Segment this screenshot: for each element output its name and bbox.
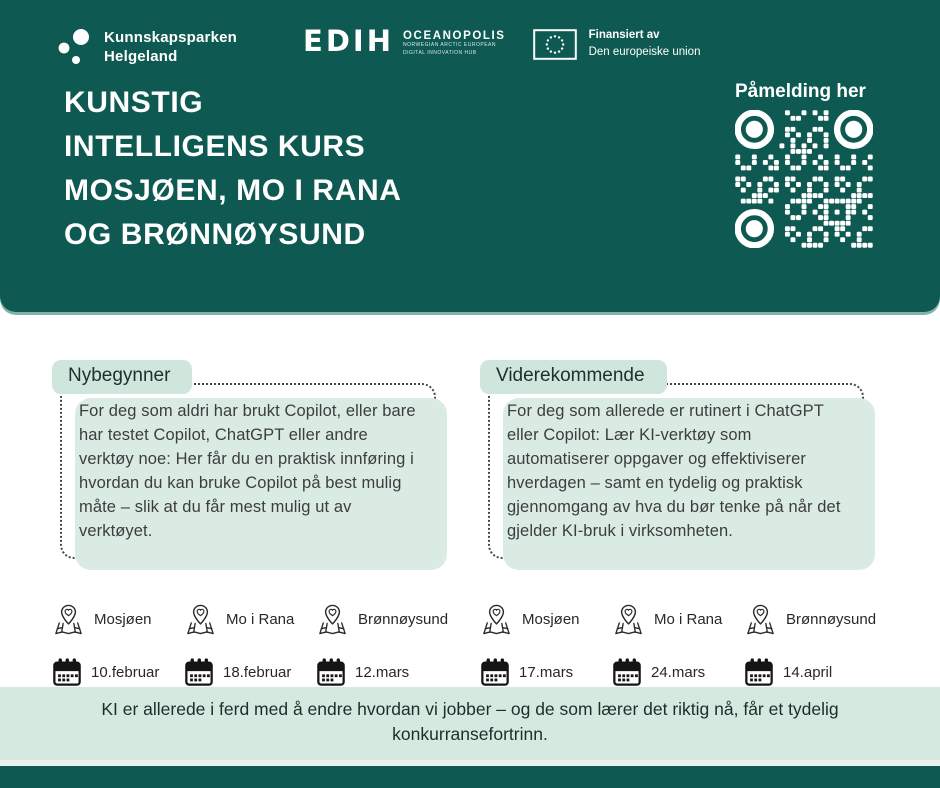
signup-label: Påmelding her	[735, 81, 866, 102]
date-item	[184, 657, 316, 687]
kunnskapsparken-dots-icon	[57, 27, 93, 69]
course-card-advanced	[488, 383, 864, 559]
calendar-icon	[316, 657, 346, 687]
date-label: 17.mars	[519, 663, 574, 681]
location-label: Brønnøysund	[358, 611, 449, 628]
location-item	[480, 603, 612, 636]
quote-banner	[0, 687, 940, 760]
date-label: 14.april	[783, 663, 833, 681]
date-label: 10.februar	[91, 663, 160, 681]
title-line: MOSJØEN, MO I RANA	[64, 174, 402, 207]
map-pin-icon	[316, 603, 349, 636]
edih-brand-block	[403, 30, 506, 57]
footer-bar	[0, 766, 940, 788]
header	[0, 0, 940, 312]
location-item	[184, 603, 316, 636]
map-pin-icon	[480, 603, 513, 636]
course-column-advanced	[480, 360, 876, 687]
location-label: Mosjøen	[522, 611, 580, 628]
location-label: Brønnøysund	[786, 611, 877, 628]
date-label: 24.mars	[651, 663, 706, 681]
main-content	[0, 312, 940, 687]
date-item	[480, 657, 612, 687]
edih-subtitle: NORWEGIAN ARCTIC EUROPEAN DIGITAL INNOVATION HUB	[403, 42, 496, 56]
location-item	[316, 603, 448, 636]
dates-row	[480, 657, 876, 687]
course-column-beginner	[52, 360, 448, 687]
logo-row	[0, 0, 940, 69]
map-pin-icon	[184, 603, 217, 636]
location-item	[52, 603, 184, 636]
dates-row	[52, 657, 448, 687]
locations-row	[52, 603, 448, 636]
qr-code	[735, 110, 873, 248]
course-description: For deg som aldri har brukt Copilot, eller bare har testet Copilot, ChatGPT eller andre verktøy noe: Her får du en praktisk innføring i hvordan du kan bruke Copilot på best mulig måte – slik at du får mest mulig ut av verktøyet.	[79, 402, 416, 540]
location-item	[744, 603, 876, 636]
date-item	[316, 657, 448, 687]
date-item	[744, 657, 876, 687]
level-pill-advanced: Viderekommende	[480, 360, 667, 394]
date-item	[52, 657, 184, 687]
eu-funding-text: Finansiert av Den europeiske union	[588, 29, 701, 59]
map-pin-icon	[744, 603, 777, 636]
logo-eu-funding	[533, 27, 701, 62]
calendar-icon	[480, 657, 510, 687]
location-label: Mosjøen	[94, 611, 152, 628]
location-label: Mo i Rana	[654, 611, 723, 628]
date-label: 12.mars	[355, 663, 410, 681]
edih-wordmark: EDIH	[303, 24, 394, 58]
title-line: OG BRØNNØYSUND	[64, 218, 366, 251]
logo-edih	[303, 24, 506, 58]
kunnskapsparken-logo-text: Kunnskapsparken Helgeland	[104, 29, 238, 65]
date-label: 18.februar	[223, 663, 292, 681]
course-card-beginner	[60, 383, 436, 559]
map-pin-icon	[52, 603, 85, 636]
signup-block	[735, 81, 875, 257]
edih-brand-name: OCEANOPOLIS	[403, 30, 506, 42]
logo-kunnskapsparken	[57, 27, 237, 69]
title-line: KUNSTIG	[64, 86, 204, 119]
calendar-icon	[612, 657, 642, 687]
eu-flag-icon	[533, 29, 577, 60]
level-pill-beginner: Nybegynner	[52, 360, 192, 394]
course-description: For deg som allerede er rutinert i ChatGPT eller Copilot: Lær KI-verktøy som automatiserer oppgaver og effektiviserer hverdagen – samt en tydelig og praktisk gjennomgang av hva du bør tenke på når det gjelder KI-bruk i virksomheten.	[507, 402, 841, 540]
map-pin-icon	[612, 603, 645, 636]
hero-row	[0, 69, 940, 257]
calendar-icon	[744, 657, 774, 687]
location-label: Mo i Rana	[226, 611, 295, 628]
date-item	[612, 657, 744, 687]
page-title	[64, 81, 402, 257]
calendar-icon	[184, 657, 214, 687]
location-item	[612, 603, 744, 636]
locations-row	[480, 603, 876, 636]
title-line: INTELLIGENS KURS	[64, 130, 366, 163]
quote-text: KI er allerede i ferd med å endre hvordan vi jobber – og de som lærer det riktig nå, får et tydelig konkurransefortrinn.	[101, 699, 839, 744]
calendar-icon	[52, 657, 82, 687]
